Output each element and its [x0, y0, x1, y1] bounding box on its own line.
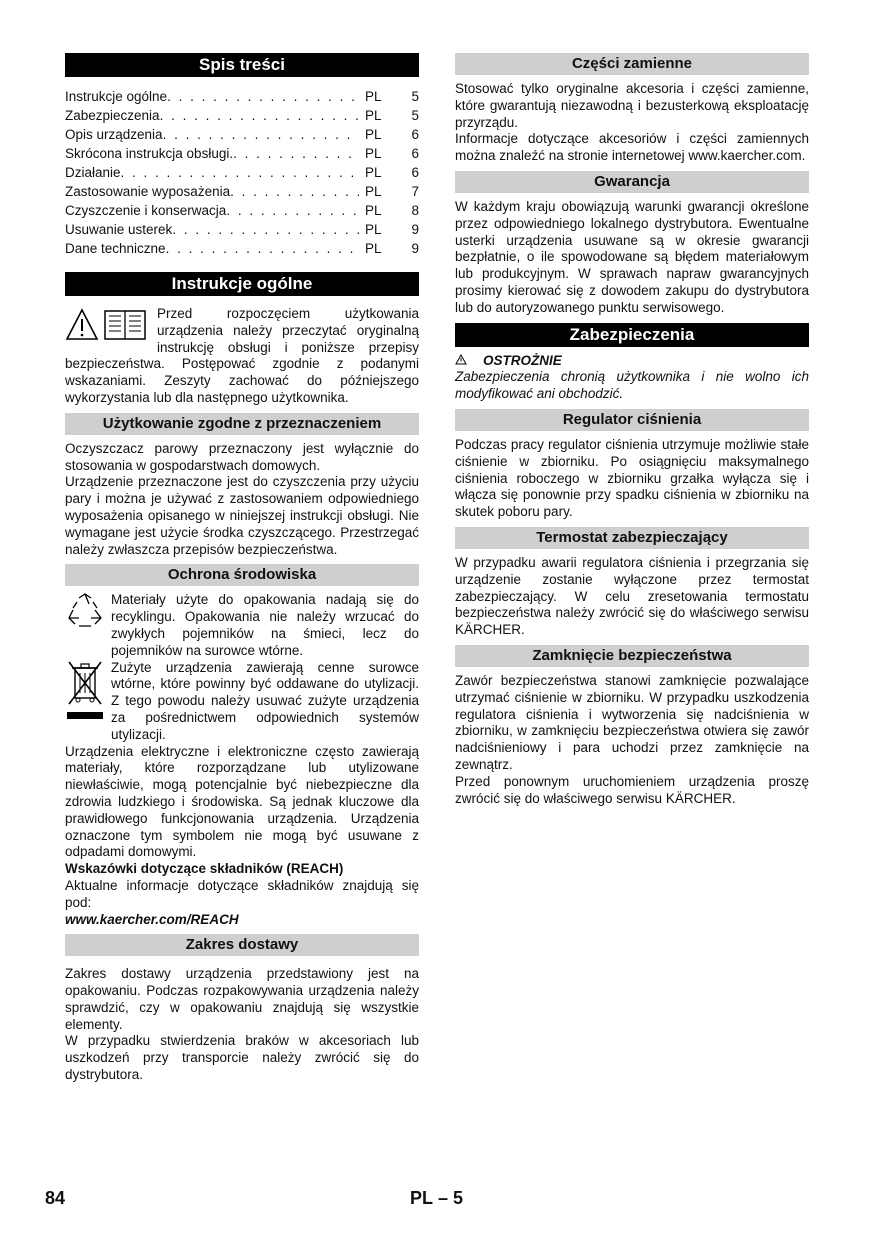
toc-entry-title: Zastosowanie wyposażenia [65, 184, 231, 199]
spare-parts-p2: Informacje dotyczące akcesoriów i części zamiennych można znaleźć na stronie internetowej www.kaercher.com. [455, 131, 809, 164]
safety-heading: Zabezpieczenia [455, 323, 809, 347]
intended-use-p2: Urządzenie przeznaczone jest do czyszczenia przy użyciu pary i można je używać z zastosowaniem odpowiedniego wyposażenia opisanego w niniejszej instrukcji obsługi. Nie wymagane jest użycie środka czyszczącego. Przestrzegać należy zwłaszcza przepisów bezpieczeństwa. [65, 474, 419, 557]
toc-entry-title: Działanie [65, 165, 121, 180]
recycle-icon [65, 592, 105, 637]
delivery-p1: Zakres dostawy urządzenia przedstawiony jest na opakowaniu. Podczas rozpakowywania urządzenia należy sprawdzić, czy w opakowaniu znajdują się wszystkie elementy. [65, 966, 419, 1032]
toc-entry[interactable] [65, 220, 419, 239]
pressure-regulator-heading: Regulator ciśnienia [455, 409, 809, 431]
toc-entry-title: Czyszczenie i konserwacja [65, 203, 227, 218]
toc-entry-page: 6 [411, 146, 419, 161]
caution-line: OSTROŻNIE [455, 353, 809, 370]
caution-text: Zabezpieczenia chronią użytkownika i nie wolno ich modyfikować ani obchodzić. [455, 369, 809, 402]
toc-entry-lang: PL [365, 184, 382, 199]
warranty-heading: Gwarancja [455, 171, 809, 193]
reach-link[interactable]: www.kaercher.com/REACH [65, 911, 239, 927]
toc-entry[interactable] [65, 125, 419, 144]
toc-entry[interactable] [65, 87, 419, 106]
safety-closure-p2: Przed ponownym uruchomieniem urządzenia proszę zwrócić się do właściwego serwisu KÄRCHER. [455, 773, 809, 806]
toc-entry-page: 8 [411, 203, 419, 218]
toc-entry[interactable] [65, 144, 419, 163]
toc-entry-lang: PL [365, 241, 382, 256]
toc-entry-page: 6 [411, 165, 419, 180]
warranty-text: W każdym kraju obowiązują warunki gwarancji określone przez odpowiedniego lokalnego dystrybutora. Ewentualne usterki urządzenia usuwane są w okresie gwarancji bezpłatnie, o ile spowodowane są błędem materiałowym lub produkcyjnym. W sprawach napraw gwarancyjnych prosimy kierować się z dowodem zakupu do dystrybutora lub do autoryzowanego punktu serwisowego. [455, 198, 809, 315]
warning-manual-icon [65, 308, 149, 347]
spare-parts-heading: Części zamienne [455, 53, 809, 75]
toc-dot-leader [160, 106, 359, 125]
reach-heading: Wskazówki dotyczące składników (REACH) [65, 861, 344, 877]
toc-entry[interactable] [65, 106, 419, 125]
intended-use-heading: Użytkowanie zgodne z przeznaczeniem [65, 413, 419, 435]
general-heading: Instrukcje ogólne [65, 272, 419, 296]
toc-dot-leader [163, 125, 359, 144]
toc-entry-page: 9 [411, 241, 419, 256]
crossed-bin-icon [65, 660, 105, 729]
toc-entry-lang: PL [365, 127, 382, 142]
section-page-label: PL – 5 [410, 1188, 464, 1208]
toc-entry-page: 9 [411, 222, 419, 237]
toc-entry[interactable] [65, 182, 419, 201]
toc-entry-page: 7 [411, 184, 419, 199]
page-number: 84 [45, 1188, 66, 1208]
left-column [65, 53, 419, 1084]
toc-dot-leader [121, 163, 359, 182]
toc-entry-lang: PL [365, 222, 382, 237]
toc-dot-leader [167, 87, 359, 106]
toc-entry-page: 5 [411, 108, 419, 123]
safety-closure-p1: Zawór bezpieczeństwa stanowi zamknięcie pozwalające utrzymać ciśnienie w zbiorniku. W przypadku uszkodzenia regulatora ciśnienia i wytworzenia się nadciśnienia w zbiorniku, w zamknięciu bezpieczeństwa otwiera się zawór nadciśnieniowy i para uchodzi przez zamknięcie na zewnątrz. [455, 672, 809, 772]
weee-paragraph: Zużyte urządzenia zawierają cenne surowce wtórne, które powinny być oddawane do utylizacji. Z tego powodu należy usuwać zużyte urządzenia za pośrednictwem odpowiednich systemów utylizacji. [65, 660, 419, 744]
safety-closure-heading: Zamknięcie bezpieczeństwa [455, 645, 809, 667]
spare-parts-p1: Stosować tylko oryginalne akcesoria i części zamienne, które gwarantują niezawodną i bezusterkową eksploatację przyrządu. [455, 81, 809, 130]
toc-dot-leader [230, 182, 359, 201]
toc-heading: Spis treści [65, 53, 419, 77]
environment-heading: Ochrona środowiska [65, 564, 419, 586]
toc-entry-title: Skrócona instrukcja obsługi. [65, 146, 234, 161]
toc-entry[interactable] [65, 201, 419, 220]
toc-entry-lang: PL [365, 165, 382, 180]
toc-entry-title: Zabezpieczenia [65, 108, 160, 123]
toc-entry[interactable] [65, 163, 419, 182]
delivery-p2: W przypadku stwierdzenia braków w akcesoriach lub uszkodzeń przy transporcie należy zwrócić się do dystrybutora. [65, 1033, 419, 1083]
toc-entry-lang: PL [365, 108, 382, 123]
recycle-paragraph: Materiały użyte do opakowania nadają się do recyklingu. Opakowania nie należy wrzucać do zwykłych pojemników na śmieci, lecz do pojemników na surowce wtórne. [65, 592, 419, 659]
toc-entry[interactable] [65, 239, 419, 258]
thermostat-text: W przypadku awarii regulatora ciśnienia i przegrzania się urządzenie zostanie wyłączone przez termostat zabezpieczający. W celu zresetowania termostatu bezpieczeństwa należy zwrócić się do właściwego serwisu KÄRCHER. [455, 554, 809, 638]
right-column [455, 53, 809, 807]
toc-entry-title: Opis urządzenia [65, 127, 163, 142]
table-of-contents [65, 87, 419, 258]
toc-entry-title: Dane techniczne [65, 241, 166, 256]
reach-text: Aktualne informacje dotyczące składników znajdują się pod: [65, 877, 419, 910]
pressure-regulator-text: Podczas pracy regulator ciśnienia utrzymuje możliwie stałe ciśnienie w zbiorniku. Po osiągnięciu maksymalnego ciśnienia roboczego w zbiorniku grzałka wyłącza się i włącza się ponownie przy spadku ciśnienia w zbiorniku na skutek poboru pary. [455, 436, 809, 520]
toc-entry-page: 5 [411, 89, 419, 104]
intended-use-p1: Oczyszczacz parowy przeznaczony jest wyłącznie do stosowania w gospodarstwach domowych. [65, 440, 419, 473]
toc-entry-lang: PL [365, 89, 382, 104]
general-intro: Przed rozpoczęciem użytkowania urządzenia należy przeczytać oryginalną instrukcję obsługi i poniższe przepisy bezpieczeństwa. Postępować zgodnie z podanymi wskazaniami. Zeszyty zachować do późniejszego wykorzystania lub dla następnego użytkownika. [65, 306, 419, 405]
toc-entry-title: Instrukcje ogólne [65, 89, 168, 104]
electric-paragraph: Urządzenia elektryczne i elektroniczne często zawierają materiały, które rozporządzane lub utylizowane niewłaściwie, mogą potencjalnie być niebezpieczne dla zdrowia ludzkiego i środowiska. Są jednak kluczowe dla prawidłowego funkcjonowania urządzenia. Urządzenia oznaczone tym symbolem nie mogą być usuwane z odpadami domowymi. [65, 743, 419, 860]
toc-entry-title: Usuwanie usterek [65, 222, 173, 237]
toc-entry-page: 6 [411, 127, 419, 142]
toc-dot-leader [166, 239, 359, 258]
delivery-heading: Zakres dostawy [65, 934, 419, 956]
toc-entry-lang: PL [365, 203, 382, 218]
thermostat-heading: Termostat zabezpieczający [455, 527, 809, 549]
toc-dot-leader [226, 201, 359, 220]
toc-dot-leader [233, 144, 359, 163]
toc-entry-lang: PL [365, 146, 382, 161]
toc-dot-leader [172, 220, 359, 239]
warning-triangle-icon [455, 353, 483, 370]
